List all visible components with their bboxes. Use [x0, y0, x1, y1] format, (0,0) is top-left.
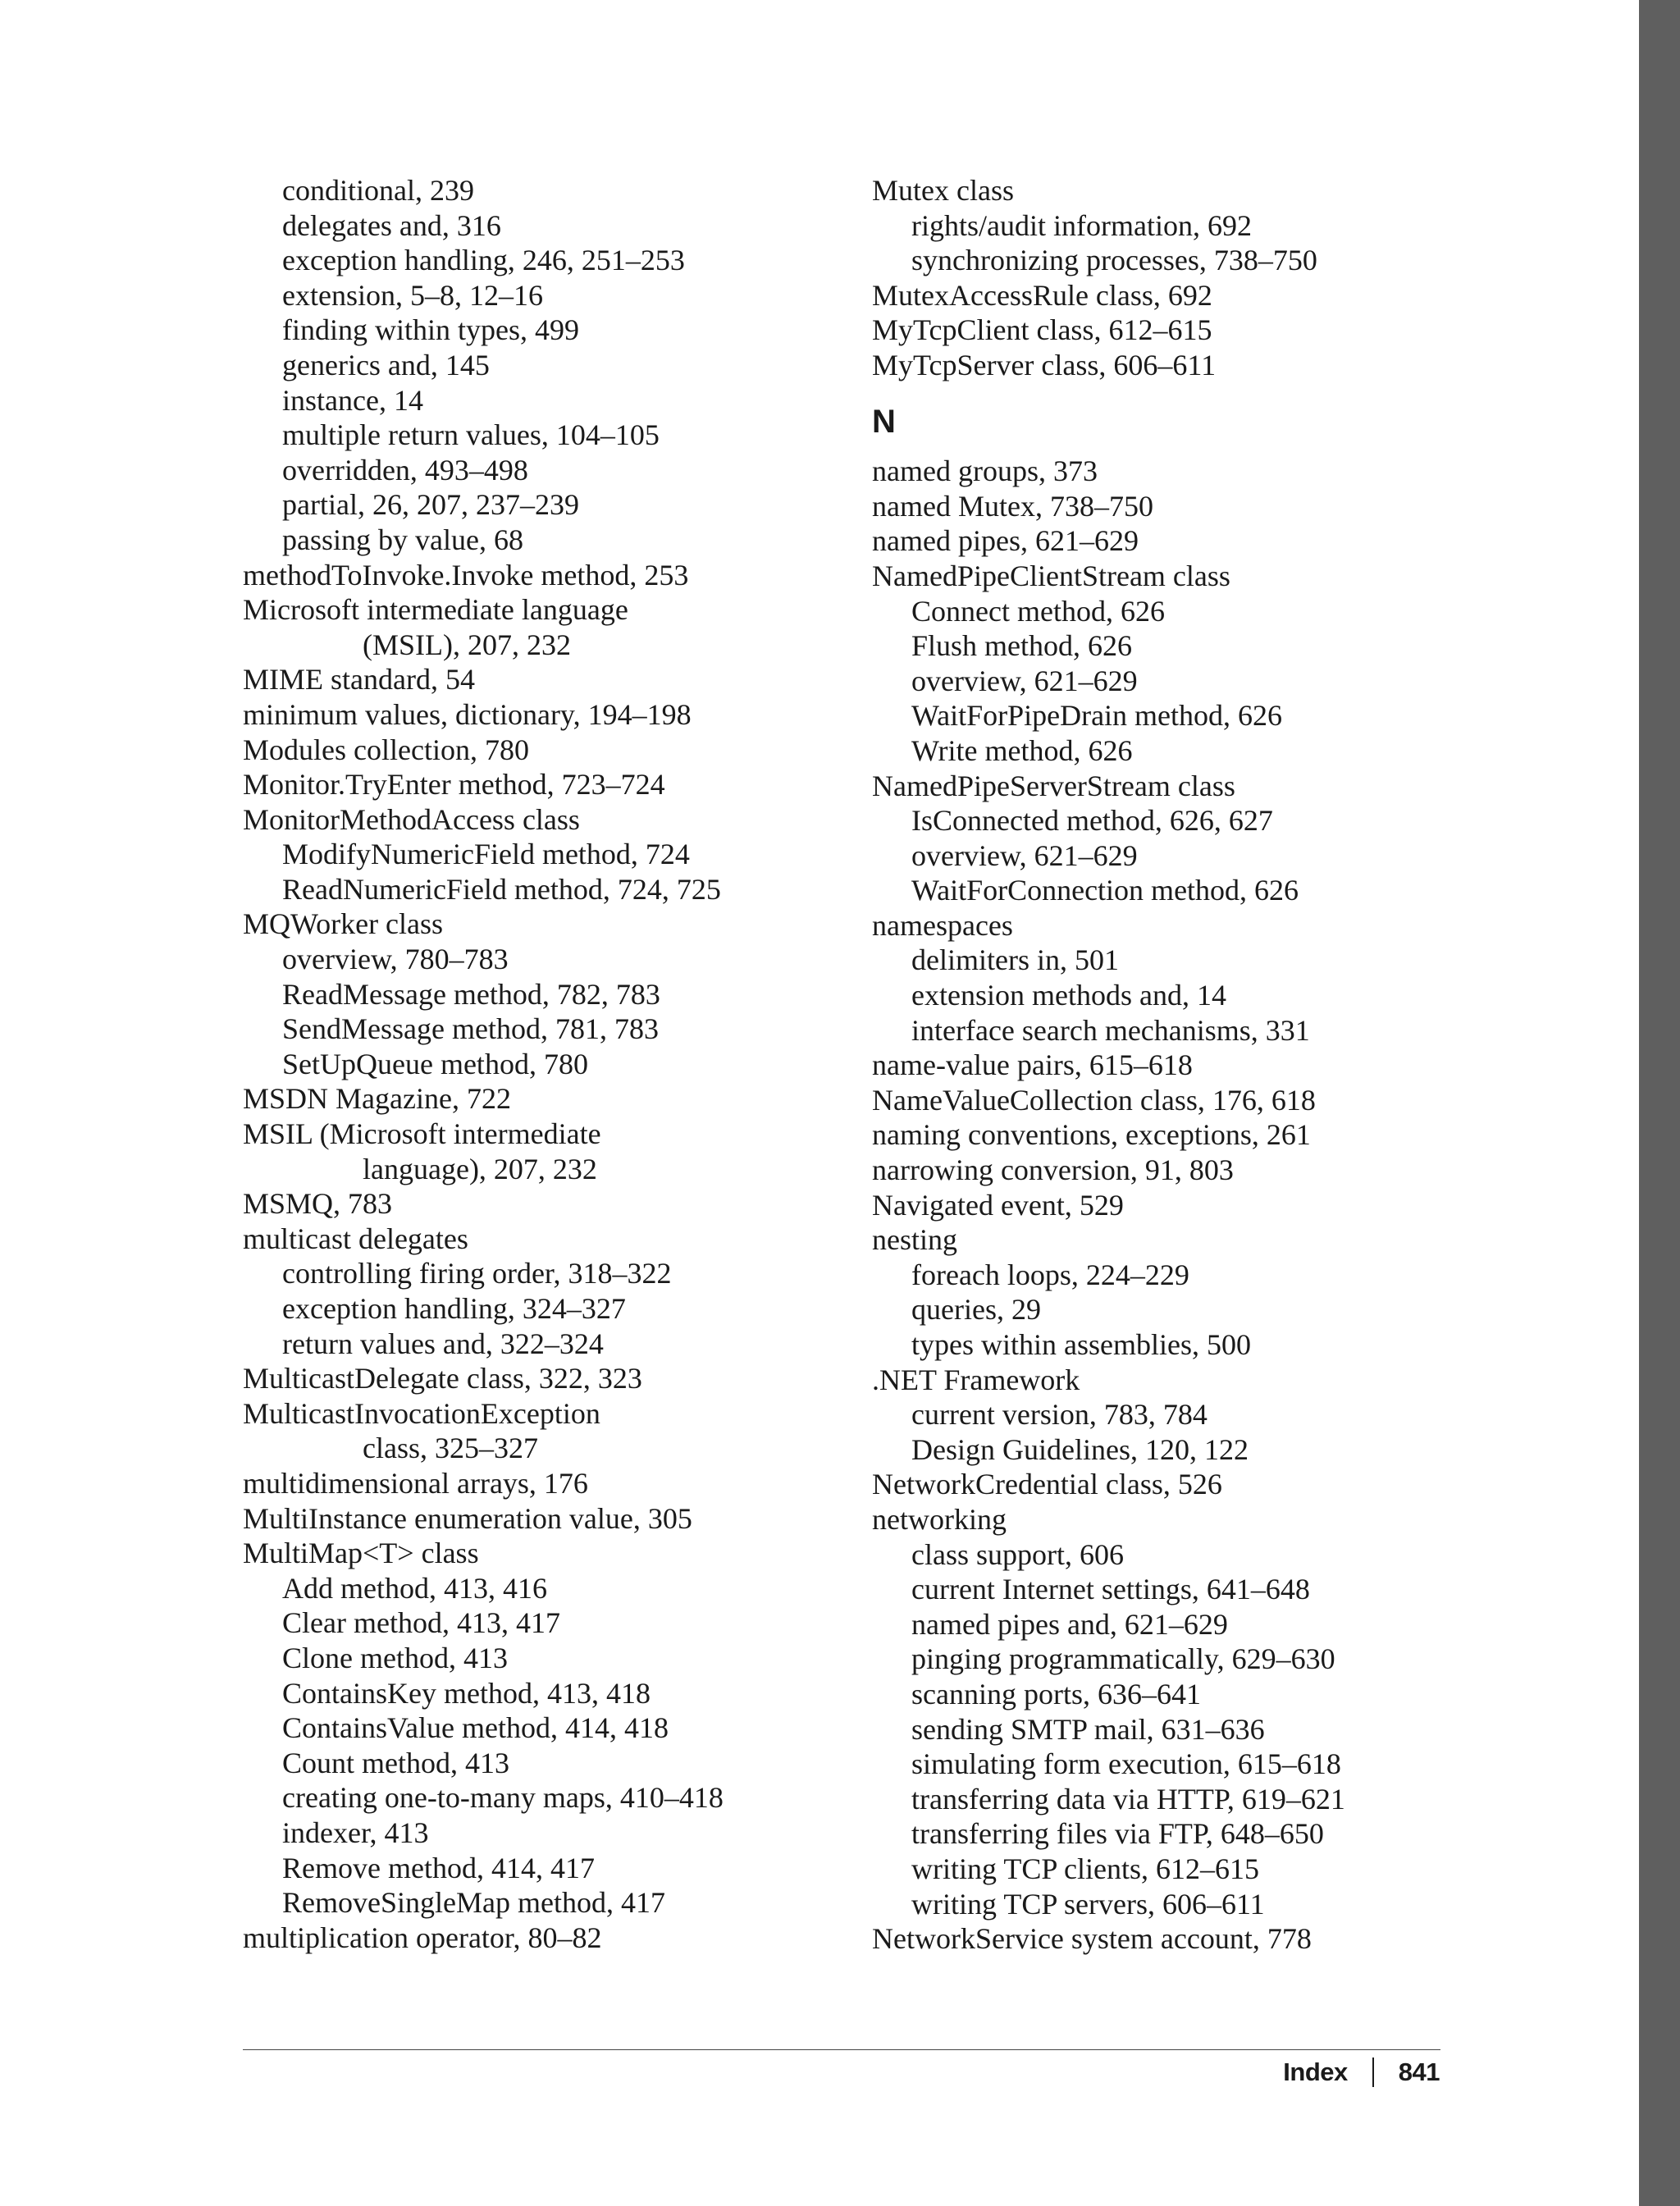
index-subentry: generics and, 145 [282, 348, 490, 381]
footer-separator [1372, 2058, 1374, 2087]
index-entry: NetworkCredential class, 526 [872, 1468, 1222, 1501]
index-group-n [872, 454, 1463, 1957]
index-subentry: Clone method, 413 [282, 1641, 508, 1674]
index-subentry: pinging programmatically, 629–630 [911, 1642, 1335, 1676]
index-subentry: writing TCP servers, 606–611 [911, 1887, 1265, 1921]
index-entry: name-value pairs, 615–618 [872, 1048, 1193, 1082]
index-subentry: Connect method, 626 [911, 594, 1165, 628]
index-subentry: transferring data via HTTP, 619–621 [911, 1782, 1345, 1815]
page-number: 841 [1398, 2058, 1440, 2086]
index-entry: naming conventions, exceptions, 261 [872, 1118, 1311, 1152]
index-subentry: ContainsValue method, 414, 418 [282, 1711, 669, 1745]
index-subentry: synchronizing processes, 738–750 [911, 244, 1317, 277]
index-subentry: current Internet settings, 641–648 [911, 1573, 1310, 1606]
index-entry: NamedPipeClientStream class [872, 559, 1230, 592]
index-subentry: transferring files via FTP, 648–650 [911, 1817, 1324, 1851]
index-subentry: Count method, 413 [282, 1746, 509, 1779]
index-subentry: Design Guidelines, 120, 122 [911, 1432, 1249, 1466]
index-subentry: writing TCP clients, 612–615 [911, 1852, 1260, 1885]
index-entry: multiplication operator, 80–82 [243, 1921, 602, 1954]
index-entry: narrowing conversion, 91, 803 [872, 1153, 1234, 1187]
index-entry: MSDN Magazine, 722 [243, 1082, 511, 1116]
index-subentry: creating one-to-many maps, 410–418 [282, 1781, 724, 1815]
index-entry: named pipes, 621–629 [872, 524, 1139, 558]
index-subentry: overview, 780–783 [282, 943, 509, 976]
index-subentry: Add method, 413, 416 [282, 1571, 547, 1605]
index-group-m-continued [872, 173, 1463, 383]
index-entry: minimum values, dictionary, 194–198 [243, 697, 692, 731]
index-entry: named Mutex, 738–750 [872, 489, 1153, 523]
index-subentry: ReadMessage method, 782, 783 [282, 977, 660, 1011]
footer-section-label: Index [1283, 2058, 1348, 2086]
index-subentry: Write method, 626 [911, 733, 1133, 767]
index-subentry: WaitForConnection method, 626 [911, 874, 1299, 907]
index-subentry: passing by value, 68 [282, 523, 523, 556]
index-subentry: exception handling, 324–327 [282, 1292, 626, 1325]
index-subentry: controlling firing order, 318–322 [282, 1257, 672, 1290]
index-entry: Mutex class [872, 174, 1014, 207]
index-subentry: delimiters in, 501 [911, 943, 1119, 977]
index-subentry: simulating form execution, 615–618 [911, 1747, 1341, 1781]
index-subentry: ContainsKey method, 413, 418 [282, 1676, 651, 1710]
index-entry: MSIL (Microsoft intermediate [243, 1117, 601, 1151]
index-entry: NetworkService system account, 778 [872, 1922, 1312, 1956]
index-subentry: class support, 606 [911, 1537, 1124, 1571]
index-entry: multicast delegates [243, 1222, 468, 1255]
index-entry: MultiInstance enumeration value, 305 [243, 1501, 692, 1535]
index-entry: nesting [872, 1223, 957, 1257]
index-subentry: ModifyNumericField method, 724 [282, 838, 690, 871]
index-subentry: queries, 29 [911, 1293, 1041, 1327]
index-subentry: extension, 5–8, 12–16 [282, 278, 543, 312]
index-entry: MultiMap<T> class [243, 1537, 479, 1570]
index-subentry: WaitForPipeDrain method, 626 [911, 699, 1283, 733]
index-entry: MulticastDelegate class, 322, 323 [243, 1362, 642, 1395]
section-letter: N [872, 403, 896, 440]
index-subentry: exception handling, 246, 251–253 [282, 244, 685, 277]
index-entry: MQWorker class [243, 907, 444, 941]
index-subentry: ReadNumericField method, 724, 725 [282, 872, 721, 906]
index-entry: MIME standard, 54 [243, 663, 475, 697]
index-subentry: indexer, 413 [282, 1815, 429, 1849]
index-entry: MSMQ, 783 [243, 1187, 393, 1221]
index-subentry: delegates and, 316 [282, 208, 501, 242]
index-subentry: overview, 621–629 [911, 664, 1138, 697]
index-subentry: multiple return values, 104–105 [282, 418, 660, 452]
index-subentry: interface search mechanisms, 331 [911, 1013, 1310, 1047]
index-subentry: conditional, 239 [282, 174, 474, 207]
index-subentry: foreach loops, 224–229 [911, 1258, 1189, 1291]
index-entry: namespaces [872, 908, 1013, 942]
index-column-left [243, 173, 833, 1955]
index-entry: MonitorMethodAccess class [243, 802, 580, 836]
index-subentry: rights/audit information, 692 [911, 208, 1252, 242]
index-subentry: SendMessage method, 781, 783 [282, 1012, 659, 1046]
index-entry-continuation: (MSIL), 207, 232 [363, 628, 571, 661]
index-entry: MutexAccessRule class, 692 [872, 278, 1212, 312]
index-subentry: partial, 26, 207, 237–239 [282, 488, 579, 522]
index-subentry: return values and, 322–324 [282, 1327, 604, 1360]
index-entry: methodToInvoke.Invoke method, 253 [243, 558, 689, 591]
index-entry: multidimensional arrays, 176 [243, 1466, 588, 1500]
page-footer [1283, 2058, 1440, 2087]
index-entry-continuation: language), 207, 232 [363, 1152, 597, 1185]
index-subentry: sending SMTP mail, 631–636 [911, 1712, 1265, 1746]
index-subentry: RemoveSingleMap method, 417 [282, 1886, 665, 1920]
index-entry: Navigated event, 529 [872, 1188, 1124, 1222]
index-entry: MulticastInvocationException [243, 1396, 600, 1430]
index-subentry: overridden, 493–498 [282, 453, 528, 486]
page-edge-bar [1639, 0, 1680, 2206]
index-entry: MyTcpClient class, 612–615 [872, 313, 1212, 347]
index-entry: Monitor.TryEnter method, 723–724 [243, 768, 665, 802]
index-subentry: extension methods and, 14 [911, 979, 1226, 1012]
index-column-right [872, 173, 1463, 1957]
index-subentry: Remove method, 414, 417 [282, 1851, 595, 1884]
index-subentry: named pipes and, 621–629 [911, 1607, 1228, 1641]
index-subentry: Flush method, 626 [911, 629, 1133, 663]
index-entry: .NET Framework [872, 1363, 1080, 1396]
index-subentry: scanning ports, 636–641 [911, 1677, 1201, 1710]
index-subentry: Clear method, 413, 417 [282, 1606, 560, 1640]
index-subentry: types within assemblies, 500 [911, 1328, 1251, 1361]
index-subentry: SetUpQueue method, 780 [282, 1047, 588, 1080]
index-entry: named groups, 373 [872, 454, 1098, 488]
index-subentry: instance, 14 [282, 383, 423, 417]
index-entry-continuation: class, 325–327 [363, 1432, 538, 1465]
index-entry: MyTcpServer class, 606–611 [872, 348, 1217, 381]
index-entry: networking [872, 1502, 1007, 1536]
index-entry: Modules collection, 780 [243, 733, 529, 766]
index-subentry: IsConnected method, 626, 627 [911, 804, 1273, 838]
index-entry: NamedPipeServerStream class [872, 769, 1235, 802]
index-subentry: current version, 783, 784 [911, 1398, 1208, 1432]
index-subentry: finding within types, 499 [282, 313, 579, 347]
footer-rule [243, 2049, 1440, 2050]
index-entry: NameValueCollection class, 176, 618 [872, 1083, 1316, 1117]
index-subentry: overview, 621–629 [911, 838, 1138, 872]
index-entry: Microsoft intermediate language [243, 593, 628, 627]
